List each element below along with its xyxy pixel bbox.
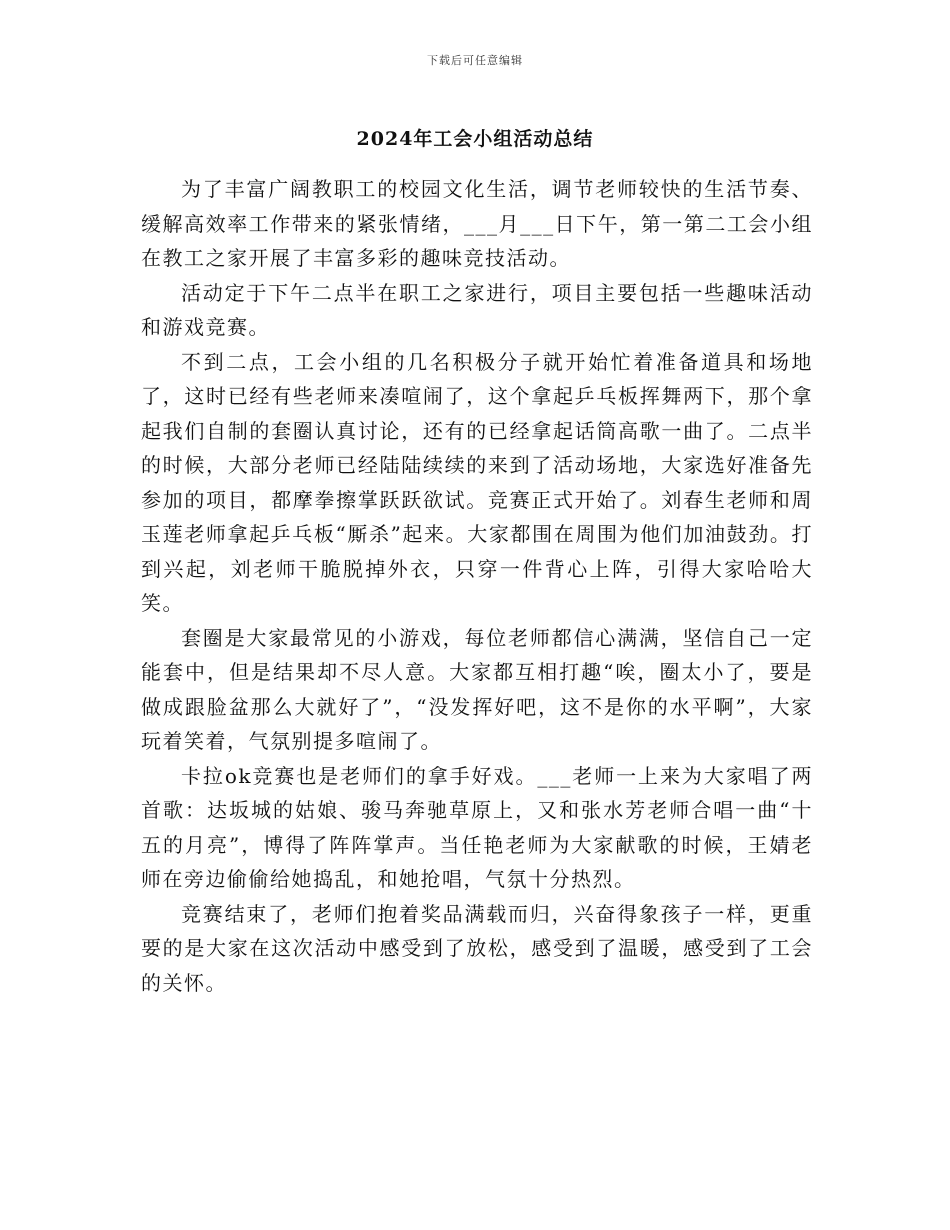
paragraph: 活动定于下午二点半在职工之家进行，项目主要包括一些趣味活动和游戏竞赛。 [141,280,813,339]
paragraph: 竞赛结束了，老师们抱着奖品满载而归，兴奋得象孩子一样，更重要的是大家在这次活动中感受到了放松，感受到了温暖，感受到了工会的关怀。 [141,901,813,995]
document-title: 2024年工会小组活动总结 [356,128,594,150]
paragraph: 不到二点，工会小组的几名积极分子就开始忙着准备道具和场地了，这时已经有些老师来凑喧闹了，这个拿起乒乓板挥舞两下，那个拿起我们自制的套圈认真讨论，还有的已经拿起话筒高歌一曲了。二点半的时候，大部分老师已经陆陆续续的来到了活动场地，大家选好准备先参加的项目，都摩拳擦掌跃跃欲试。竞赛正式开始了。刘春生老师和周玉莲老师拿起乒乓板“厮杀”起来。大家都围在周围为他们加油鼓劲。打到兴起，刘老师干脆脱掉外衣，只穿一件背心上阵，引得大家哈哈大笑。 [141,349,813,615]
document-body [141,172,813,1000]
paragraph: 套圈是大家最常见的小游戏，每位老师都信心满满，坚信自己一定能套中，但是结果却不尽人意。大家都互相打趣“唉，圈太小了，要是做成跟脸盆那么大就好了”，“没发挥好吧，这不是你的水平啊”，大家玩着笑着，气氛别提多喧闹了。 [141,625,813,753]
page-header-note: 下载后可任意编辑 [427,54,523,67]
paragraph: 为了丰富广阔教职工的校园文化生活，调节老师较快的生活节奏、缓解高效率工作带来的紧张情绪，___月___日下午，第一第二工会小组在教工之家开展了丰富多彩的趣味竞技活动。 [141,177,813,270]
paragraph: 卡拉ok竞赛也是老师们的拿手好戏。___老师一上来为大家唱了两首歌：达坂城的姑娘、骏马奔驰草原上，又和张水芳老师合唱一曲“十五的月亮”，博得了阵阵掌声。当任艳老师为大家献歌的时候，王婧老师在旁边偷偷给她捣乱，和她抢唱，气氛十分热烈。 [141,763,813,891]
